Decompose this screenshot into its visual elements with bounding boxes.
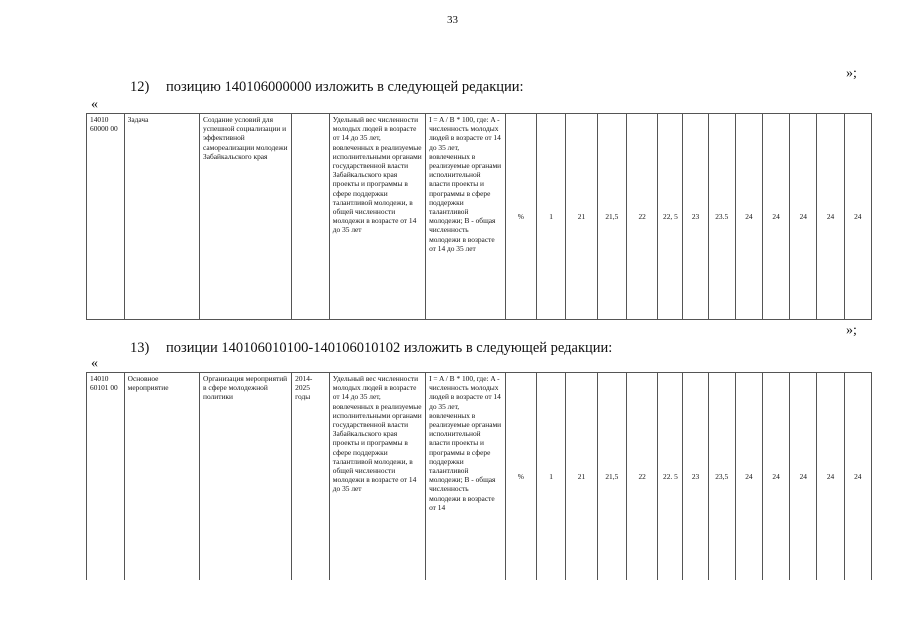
opening-quote-mark: « — [91, 97, 98, 112]
closing-quote-mark: »; — [846, 323, 857, 338]
closing-quote-mark: »; — [846, 66, 857, 81]
cell-formula: I = A / B * 100, где: A - численность молодых людей в возрасте от 14 до 35 лет, вовлеченных в реализуемые органами исполнительной власти проекты и программы в сфере поддержки талантливой молодежи; B - общая численность молодежи в возрасте от 14 до 35 лет — [426, 114, 506, 320]
cell-value: 23 — [683, 114, 708, 320]
cell-value: 24 — [735, 373, 762, 581]
section-12-heading — [130, 79, 524, 96]
cell-name: Организация мероприятий в сфере молодежной политики — [200, 373, 292, 581]
cell-value: 24 — [763, 114, 790, 320]
cell-unit: % — [505, 114, 536, 320]
section-12-text: позицию 140106000000 изложить в следующей редакции: — [166, 79, 524, 95]
cell-value: 24 — [817, 114, 844, 320]
cell-value: 1 — [537, 373, 566, 581]
cell-unit: % — [505, 373, 536, 581]
opening-quote-mark: « — [91, 356, 98, 371]
cell-type: Основное мероприятие — [124, 373, 199, 581]
cell-type: Задача — [124, 114, 199, 320]
cell-value: 23 — [683, 373, 708, 581]
table-row — [87, 373, 872, 581]
cell-indicator: Удельный вес численности молодых людей в возрасте от 14 до 35 лет, вовлеченных в реализуемые исполнительными органами государственной власти Забайкальского края проекты и программы в сфере поддержки талантливой молодежи, в общей численности молодежи в возрасте от 14 до 35 лет — [329, 373, 425, 581]
section-13-number: 13) — [130, 340, 150, 356]
cell-code: 14010 60101 00 — [87, 373, 125, 581]
page-number: 33 — [447, 14, 458, 26]
section-13-text: позиции 140106010100-140106010102 изложить в следующей редакции: — [166, 340, 613, 356]
cell-value: 23,5 — [708, 373, 735, 581]
cell-value: 21,5 — [597, 114, 626, 320]
cell-value: 24 — [844, 114, 871, 320]
cell-value: 24 — [844, 373, 871, 581]
cell-value: 24 — [735, 114, 762, 320]
position-table-13 — [86, 372, 872, 580]
cell-value: 21 — [566, 114, 597, 320]
cell-name: Создание условий для успешной социализации и эффективной самореализации молодежи Забайкальского края — [200, 114, 292, 320]
cell-value: 24 — [790, 373, 817, 581]
cell-formula: I = A / B * 100, где: A - численность молодых людей в возрасте от 14 до 35 лет, вовлеченных в реализуемые органами исполнительной власти проекты и программы в сфере поддержки талантливой молодежи; B - общая численность молодежи в возрасте от 14 — [426, 373, 506, 581]
cell-value: 24 — [763, 373, 790, 581]
cell-indicator: Удельный вес численности молодых людей в возрасте от 14 до 35 лет, вовлеченных в реализуемые исполнительными органами государственной власти Забайкальского края проекты и программы в сфере поддержки талантливой молодежи, в общей численности молодежи в возрасте от 14 до 35 лет — [329, 114, 425, 320]
cell-period: 2014- 2025 годы — [292, 373, 330, 581]
section-12-number: 12) — [130, 79, 150, 95]
cell-code: 14010 60000 00 — [87, 114, 125, 320]
table-row — [87, 114, 872, 320]
cell-value: 21 — [566, 373, 597, 581]
cell-value: 1 — [537, 114, 566, 320]
cell-value: 22 — [626, 373, 657, 581]
section-13-heading — [130, 340, 612, 357]
cell-value: 24 — [817, 373, 844, 581]
cell-value: 22. 5 — [658, 373, 683, 581]
cell-value: 24 — [790, 114, 817, 320]
cell-value: 22 — [626, 114, 657, 320]
cell-value: 21,5 — [597, 373, 626, 581]
position-table-12 — [86, 113, 872, 320]
cell-period — [292, 114, 330, 320]
cell-value: 23.5 — [708, 114, 735, 320]
cell-value: 22, 5 — [658, 114, 683, 320]
